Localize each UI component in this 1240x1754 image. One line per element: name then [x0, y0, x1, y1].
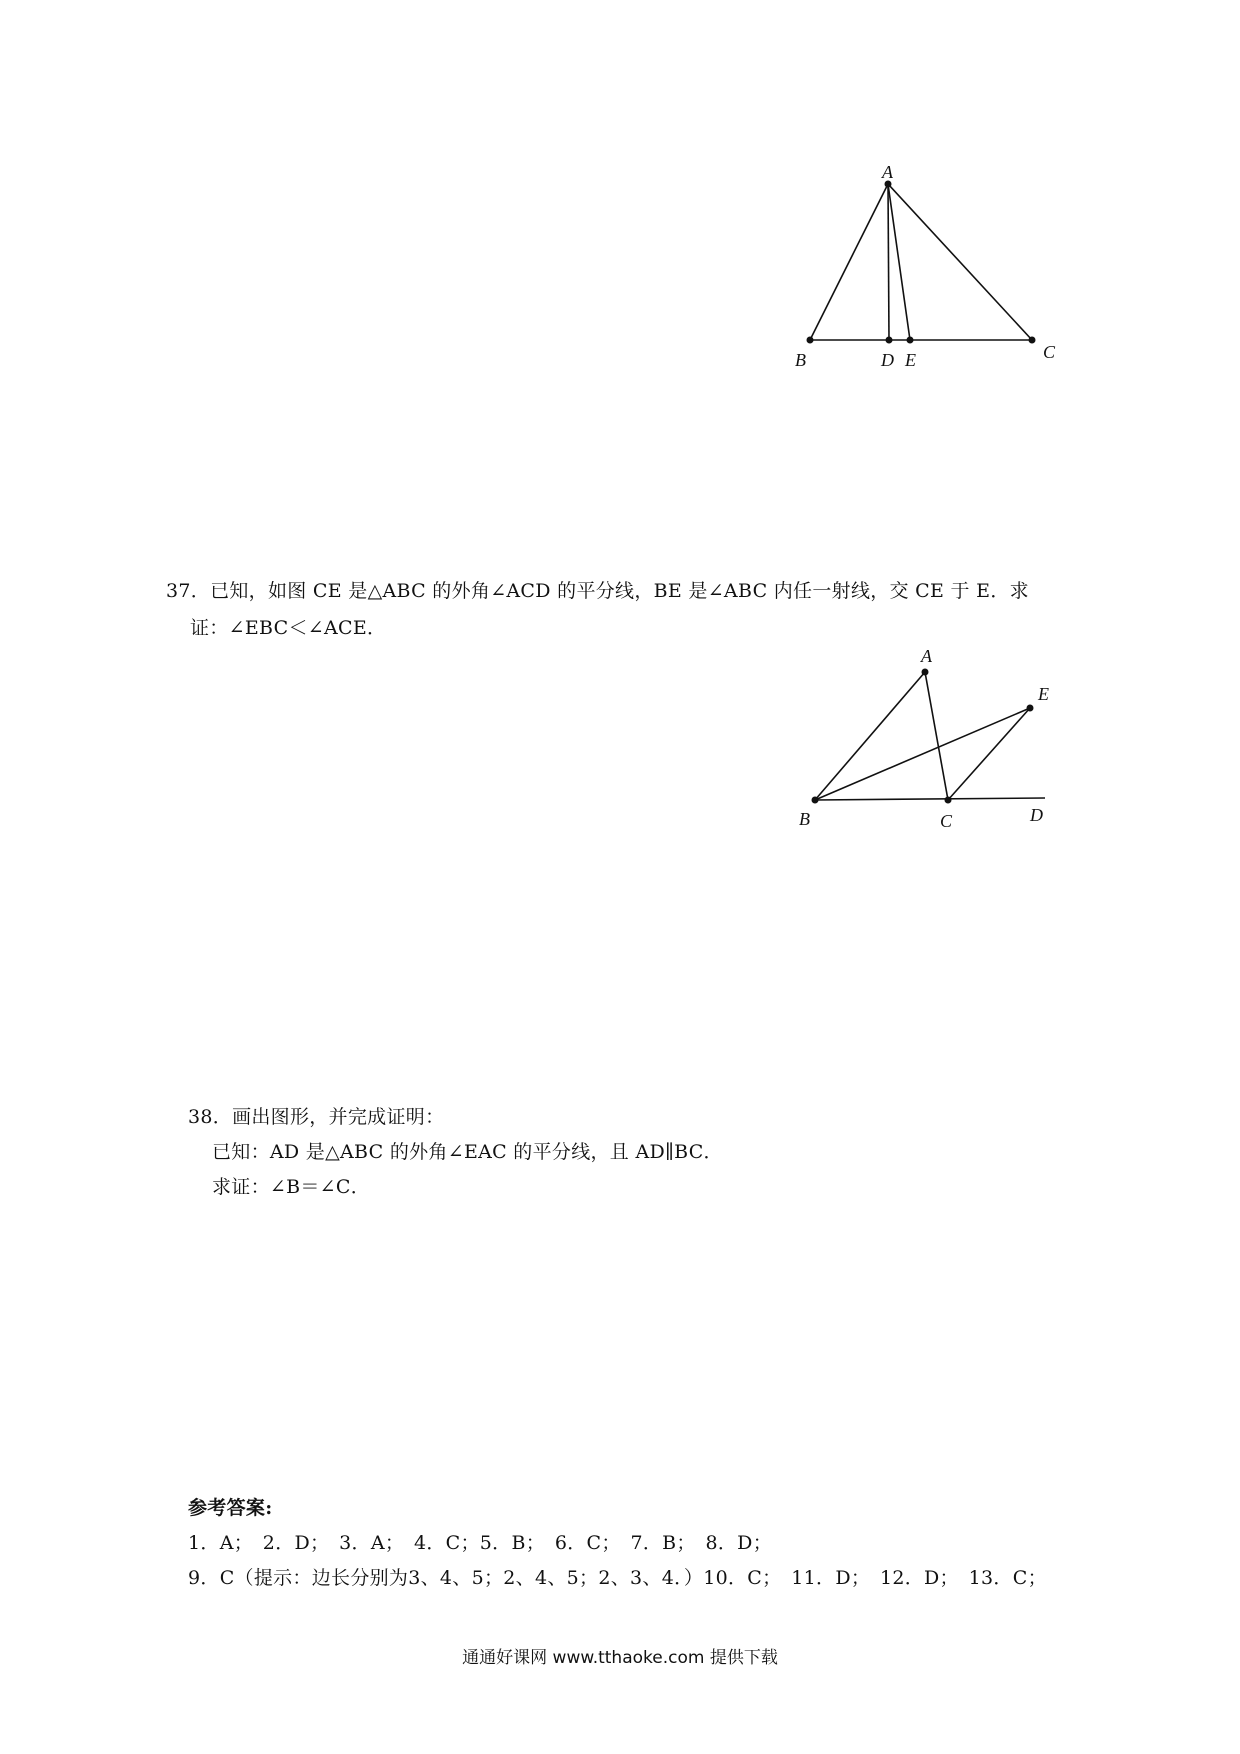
label-B: B: [799, 809, 810, 829]
point-D: [886, 337, 893, 344]
segment-AE: [888, 184, 910, 340]
answers-line1: 1．A； 2．D； 3．A； 4．C；5．B； 6．C； 7．B； 8．D；: [188, 1532, 773, 1554]
answers-title: 参考答案:: [188, 1497, 273, 1519]
point-B: [812, 797, 819, 804]
label-E: E: [1038, 684, 1049, 704]
segment-CE: [948, 708, 1030, 800]
label-C: C: [940, 811, 953, 831]
q37-line1: 37．已知，如图 CE 是△ABC 的外角∠ACD 的平分线，BE 是∠ABC 内任一射线，交 CE 于 E．求: [166, 580, 1029, 602]
triangle-figure-1: [780, 150, 1070, 380]
label-B: B: [795, 350, 806, 370]
point-B: [807, 337, 814, 344]
segment-AD: [888, 184, 889, 340]
point-E: [907, 337, 914, 344]
segment-AC: [888, 184, 1032, 340]
segment-AB: [810, 184, 888, 340]
segment-AC: [925, 672, 948, 800]
label-A: A: [921, 646, 932, 666]
answers-line2: 9．C（提示：边长分别为3、4、5；2、4、5；2、3、4．）10．C； 11．D； 12．D； 13．C；: [188, 1567, 1047, 1589]
ray-BD: [815, 798, 1045, 800]
label-D: D: [1030, 805, 1043, 825]
q38-line1: 38．画出图形，并完成证明：: [188, 1106, 445, 1128]
segment-AB: [815, 672, 925, 800]
q38-line2: 已知：AD 是△ABC 的外角∠EAC 的平分线，且 AD∥BC．: [212, 1141, 723, 1163]
triangle-figure-2: [790, 640, 1070, 840]
segment-BE: [815, 708, 1030, 800]
point-A: [922, 669, 929, 676]
page-footer: 通通好课网 www.tthaoke.com 提供下载: [462, 1648, 778, 1668]
point-C: [1029, 337, 1036, 344]
q38-line3: 求证：∠B＝∠C．: [212, 1176, 371, 1198]
q37-line2: 证：∠EBC＜∠ACE．: [190, 617, 387, 639]
point-C: [945, 797, 952, 804]
point-E: [1027, 705, 1034, 712]
label-A: A: [882, 162, 893, 182]
label-D: D: [881, 350, 894, 370]
label-C: C: [1043, 342, 1056, 362]
label-E: E: [905, 350, 916, 370]
